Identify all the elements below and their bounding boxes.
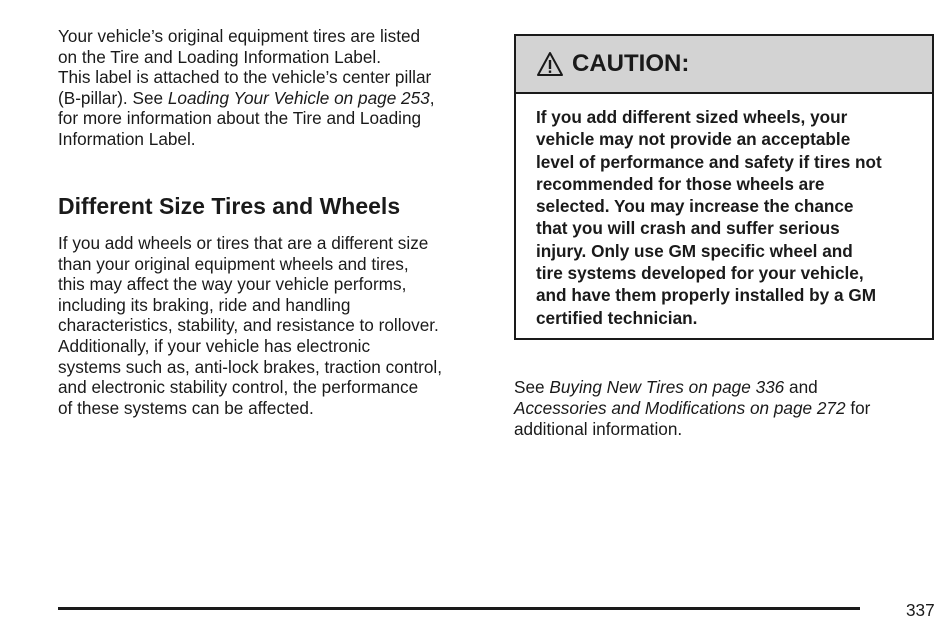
- see-also-paragraph: [514, 377, 934, 439]
- section-line: of these systems can be affected.: [58, 397, 314, 418]
- caution-line: and have them properly installed by a GM: [536, 285, 877, 306]
- caution-line: level of performance and safety if tires not: [536, 151, 882, 172]
- section-paragraph: [58, 233, 488, 418]
- intro-line: for more information about the Tire and Loading: [58, 108, 422, 129]
- footer-rule: [58, 607, 860, 610]
- section-line: including its braking, ride and handling: [58, 294, 351, 315]
- intro-text: (B-pillar). See: [58, 87, 168, 108]
- section-line: characteristics, stability, and resistance to rollover.: [58, 315, 439, 336]
- caution-line: tire systems developed for your vehicle,: [536, 263, 864, 284]
- intro-line: Information Label.: [58, 128, 196, 149]
- caution-line: If you add different sized wheels, your: [536, 107, 848, 127]
- warning-triangle-icon: [536, 51, 564, 77]
- see-also-text: and: [784, 377, 818, 398]
- section-line: than your original equipment wheels and tires,: [58, 253, 409, 274]
- see-also-text: See: [514, 377, 550, 398]
- intro-text: ,: [429, 87, 435, 108]
- intro-line: [58, 88, 486, 109]
- loading-vehicle-reference: Loading Your Vehicle on page 253: [167, 87, 430, 108]
- section-line: and electronic stability control, the performance: [58, 377, 419, 398]
- intro-line: This label is attached to the vehicle’s center pillar: [58, 67, 432, 88]
- caution-title: CAUTION:: [572, 50, 690, 77]
- caution-body: [516, 94, 932, 329]
- see-also-line: additional information.: [514, 418, 683, 439]
- page-number: 337: [906, 600, 935, 620]
- caution-line: recommended for those wheels are: [536, 173, 825, 194]
- section-line: If you add wheels or tires that are a different size: [58, 233, 429, 253]
- caution-box: [514, 34, 934, 340]
- see-also-line: [514, 398, 934, 419]
- section-heading: Different Size Tires and Wheels: [58, 193, 401, 219]
- caution-line: selected. You may increase the chance: [536, 196, 854, 217]
- section-line: this may affect the way your vehicle performs,: [58, 274, 407, 295]
- caution-line: that you will crash and suffer serious: [536, 218, 840, 239]
- caution-line: vehicle may not provide an acceptable: [536, 129, 851, 150]
- buying-tires-reference: Buying New Tires on page 336: [549, 377, 785, 398]
- intro-paragraph: [58, 26, 486, 150]
- intro-line: on the Tire and Loading Information Label.: [58, 46, 381, 67]
- accessories-reference: Accessories and Modifications on page 272: [514, 397, 846, 418]
- section-line: systems such as, anti-lock brakes, traction control,: [58, 356, 442, 377]
- caution-line: injury. Only use GM specific wheel and: [536, 240, 853, 261]
- see-also-text: for: [845, 397, 871, 418]
- intro-line: Your vehicle’s original equipment tires are listed: [58, 26, 421, 46]
- section-line: Additionally, if your vehicle has electronic: [58, 335, 371, 356]
- see-also-line: [514, 377, 934, 398]
- caution-line: certified technician.: [536, 307, 698, 328]
- caution-header: [516, 36, 932, 94]
- left-column: [58, 26, 486, 418]
